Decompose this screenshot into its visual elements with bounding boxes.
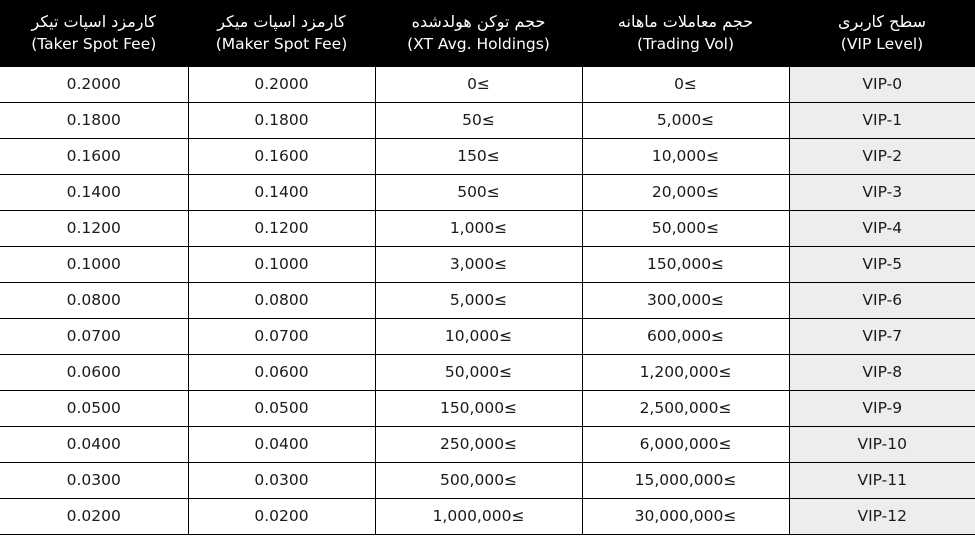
volume-cell: 600,000≤	[582, 318, 789, 354]
taker-fee-cell: 0.0800	[0, 282, 188, 318]
vip-level-cell: VIP-10	[789, 426, 975, 462]
vip-level-cell: VIP-0	[789, 66, 975, 102]
vip-level-cell: VIP-4	[789, 210, 975, 246]
table-row	[0, 354, 975, 390]
taker-fee-cell: 0.0200	[0, 498, 188, 534]
maker-fee-cell: 0.1000	[188, 246, 375, 282]
taker-fee-cell: 0.1600	[0, 138, 188, 174]
maker-fee-cell: 0.0400	[188, 426, 375, 462]
volume-cell: 15,000,000≤	[582, 462, 789, 498]
header-maker-fee-en: (Maker Spot Fee)	[215, 34, 348, 53]
maker-fee-cell: 0.0700	[188, 318, 375, 354]
taker-fee-cell: 0.1000	[0, 246, 188, 282]
volume-cell: 2,500,000≤	[582, 390, 789, 426]
taker-fee-cell: 0.1200	[0, 210, 188, 246]
holdings-cell: 3,000≤	[375, 246, 582, 282]
maker-fee-cell: 0.1600	[188, 138, 375, 174]
table-body	[0, 66, 975, 534]
header-taker-fee-fa: کارمزد اسپات تیکر	[31, 11, 156, 31]
header-row	[0, 0, 975, 66]
table-row	[0, 138, 975, 174]
header-taker-fee-en: (Taker Spot Fee)	[31, 34, 157, 53]
vip-level-cell: VIP-8	[789, 354, 975, 390]
taker-fee-cell: 0.0400	[0, 426, 188, 462]
holdings-cell: 50≤	[375, 102, 582, 138]
table-row	[0, 318, 975, 354]
table-row	[0, 210, 975, 246]
table-row	[0, 426, 975, 462]
maker-fee-cell: 0.2000	[188, 66, 375, 102]
maker-fee-cell: 0.0600	[188, 354, 375, 390]
table-row	[0, 174, 975, 210]
table-row	[0, 462, 975, 498]
header-holdings	[375, 0, 582, 66]
vip-level-cell: VIP-2	[789, 138, 975, 174]
holdings-cell: 500≤	[375, 174, 582, 210]
header-trading-volume	[582, 0, 789, 66]
maker-fee-cell: 0.1400	[188, 174, 375, 210]
taker-fee-cell: 0.0300	[0, 462, 188, 498]
table-header	[0, 0, 975, 66]
holdings-cell: 50,000≤	[375, 354, 582, 390]
vip-level-cell: VIP-7	[789, 318, 975, 354]
vip-level-cell: VIP-1	[789, 102, 975, 138]
volume-cell: 50,000≤	[582, 210, 789, 246]
maker-fee-cell: 0.0800	[188, 282, 375, 318]
maker-fee-cell: 0.1200	[188, 210, 375, 246]
header-taker-fee	[0, 0, 188, 66]
holdings-cell: 150≤	[375, 138, 582, 174]
taker-fee-cell: 0.0500	[0, 390, 188, 426]
vip-level-cell: VIP-3	[789, 174, 975, 210]
header-vip-level	[789, 0, 975, 66]
maker-fee-cell: 0.0500	[188, 390, 375, 426]
header-vip-level-fa: سطح کاربری	[838, 11, 926, 31]
table-row	[0, 102, 975, 138]
vip-level-cell: VIP-9	[789, 390, 975, 426]
table-row	[0, 390, 975, 426]
header-holdings-en: (XT Avg. Holdings)	[407, 34, 550, 53]
maker-fee-cell: 0.0300	[188, 462, 375, 498]
holdings-cell: 0≤	[375, 66, 582, 102]
maker-fee-cell: 0.1800	[188, 102, 375, 138]
taker-fee-cell: 0.1800	[0, 102, 188, 138]
vip-level-cell: VIP-11	[789, 462, 975, 498]
volume-cell: 20,000≤	[582, 174, 789, 210]
taker-fee-cell: 0.0700	[0, 318, 188, 354]
table-row	[0, 246, 975, 282]
volume-cell: 6,000,000≤	[582, 426, 789, 462]
holdings-cell: 10,000≤	[375, 318, 582, 354]
volume-cell: 1,200,000≤	[582, 354, 789, 390]
header-maker-fee	[188, 0, 375, 66]
header-trading-volume-en: (Trading Vol)	[636, 34, 735, 53]
vip-level-cell: VIP-6	[789, 282, 975, 318]
holdings-cell: 1,000≤	[375, 210, 582, 246]
table-row	[0, 66, 975, 102]
volume-cell: 150,000≤	[582, 246, 789, 282]
vip-level-cell: VIP-12	[789, 498, 975, 534]
taker-fee-cell: 0.2000	[0, 66, 188, 102]
vip-level-cell: VIP-5	[789, 246, 975, 282]
header-maker-fee-fa: کارمزد اسپات میکر	[217, 11, 346, 31]
volume-cell: 10,000≤	[582, 138, 789, 174]
holdings-cell: 500,000≤	[375, 462, 582, 498]
volume-cell: 0≤	[582, 66, 789, 102]
taker-fee-cell: 0.1400	[0, 174, 188, 210]
table-row	[0, 498, 975, 534]
volume-cell: 300,000≤	[582, 282, 789, 318]
maker-fee-cell: 0.0200	[188, 498, 375, 534]
header-vip-level-en: (VIP Level)	[840, 34, 924, 53]
header-holdings-fa: حجم توکن هولدشده	[411, 11, 546, 31]
header-trading-volume-fa: حجم معاملات ماهانه	[617, 11, 754, 31]
volume-cell: 5,000≤	[582, 102, 789, 138]
volume-cell: 30,000,000≤	[582, 498, 789, 534]
taker-fee-cell: 0.0600	[0, 354, 188, 390]
holdings-cell: 1,000,000≤	[375, 498, 582, 534]
holdings-cell: 150,000≤	[375, 390, 582, 426]
table-row	[0, 282, 975, 318]
holdings-cell: 5,000≤	[375, 282, 582, 318]
holdings-cell: 250,000≤	[375, 426, 582, 462]
